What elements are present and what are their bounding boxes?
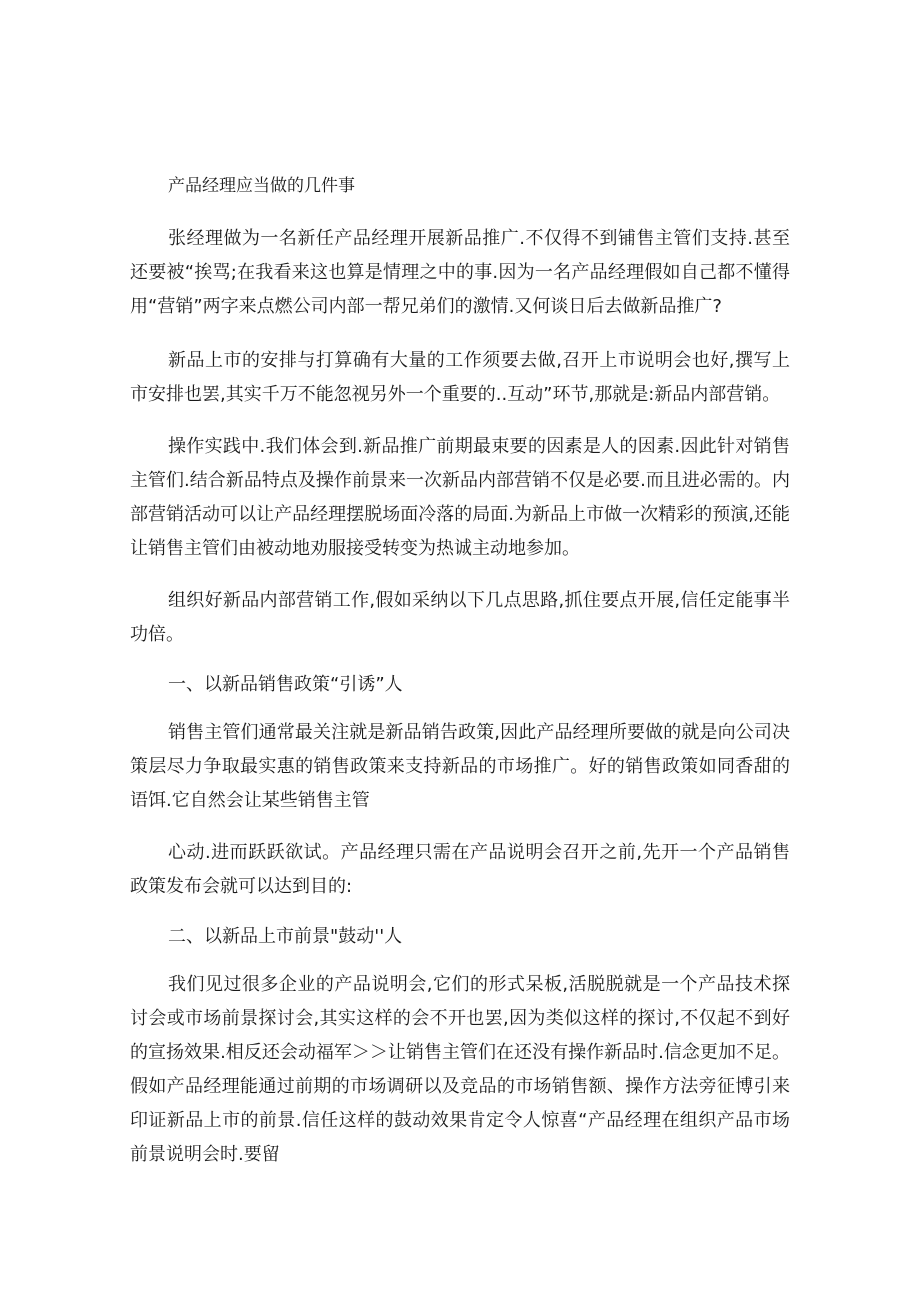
document-title: 产品经理应当做的几件事: [168, 176, 355, 196]
paragraph-launch-plan: 新品上市的安排与打算确有大量的工作须要去做,召开上市说明会也好,撰写上市安排也罢,其实千万不能忽视另外一个重要的..互动”环节,那就是:新品内部营销。: [130, 350, 790, 405]
section2-paragraph-1: 我们见过很多企业的产品说明会,它们的形式呆板,活脱脱就是一个产品技术探讨会或市场前景探讨会,其实这样的会不开也罢,因为类似这样的探讨,不仅起不到好的宣扬效果.相反还会动福军＞＞让销售主管们在还没有操作新品时.信念更加不足。假如产品经理能通过前期的市场调研以及竞品的市场销售额、操作方法旁征博引来印证新品上市的前景.信任这样的鼓动效果肯定令人惊喜“产品经理在组织产品市场前景说明会时.要留: [130, 974, 790, 1165]
section1-paragraph-1: 销售主管们通常最关注就是新品销告政策,因此产品经理所要做的就是向公司决策层尽力争取最实惠的销售政策来支持新品的市场推广。好的销售政策如同香甜的语饵.它自然会让某些销售主管: [130, 722, 790, 811]
paragraph-practice: 操作实践中.我们体会到.新品推广前期最束要的因素是人的因素.因此针对销售主管们.结合新品特点及操作前景来一次新品内部营销不仅是必要.而且进必需的。内部营销活动可以让产品经理摆脱场面冷落的局面.为新品上市做一次精彩的预演,还能让销售主管们由被动地劝服接受转变为热诚主动地参加。: [130, 436, 790, 559]
paragraph-organize: 组织好新品内部营销工作,假如采纳以下几点思路,抓住要点开展,信任定能事半功倍。: [130, 590, 790, 645]
paragraph-intro: 张经理做为一名新任产品经理开展新品推广.不仅得不到铺售主管们支持.甚至还要被“挨骂;在我看来这也算是情理之中的事.因为一名产品经理假如自己都不懂得用“营销”两字来点燃公司内部一帮兄弟们的激情.又何谈日后去做新品推广?: [130, 228, 790, 317]
section-heading-1: 一、以新品销售政策“引诱”人: [168, 674, 403, 695]
section1-paragraph-2: 心动.进而跃跃欲试。产品经理只需在产品说明会召开之前,先开一个产品销售政策发布会就可以达到目的:: [130, 842, 790, 897]
section-heading-2: 二、以新品上市前景"鼓动''人: [168, 926, 403, 947]
